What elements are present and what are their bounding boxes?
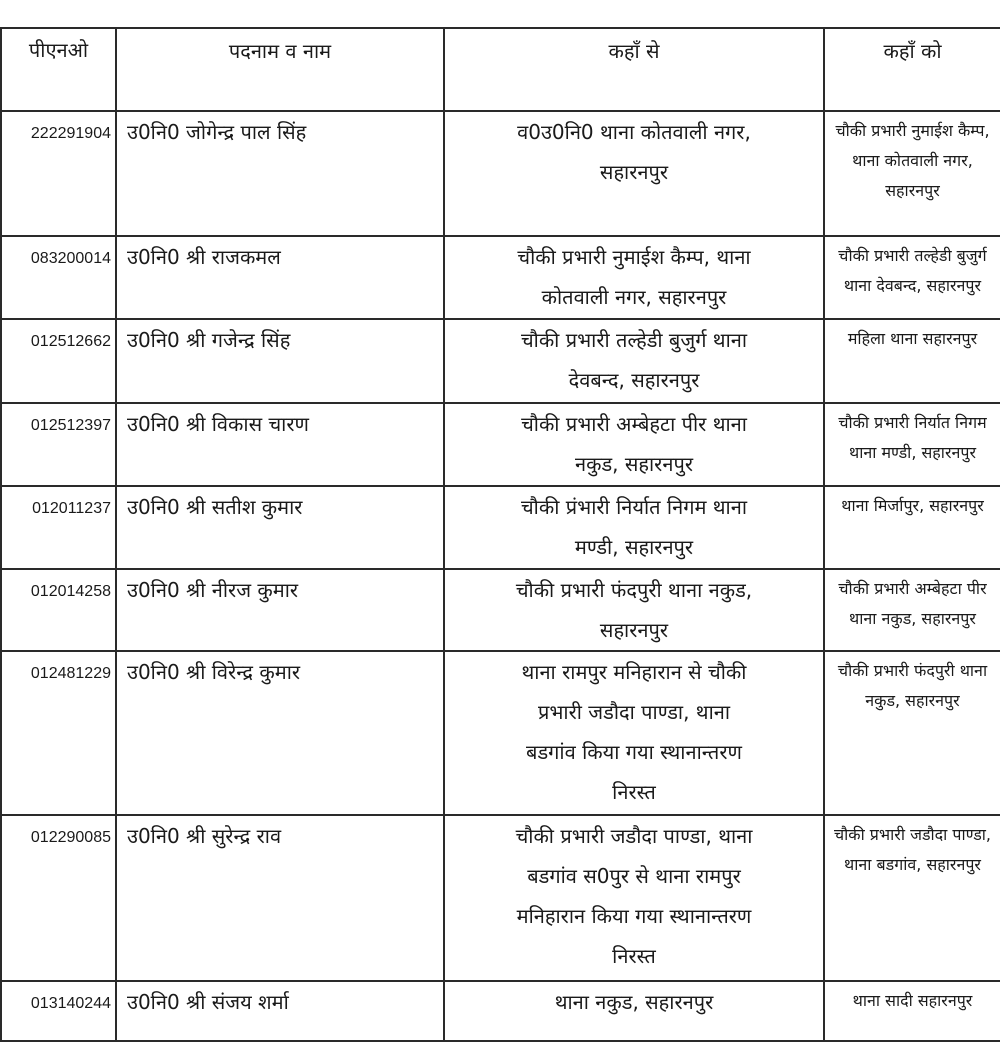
from-cell <box>444 236 824 319</box>
to-line: थाना मिर्जापुर, सहारनपुर <box>841 496 984 515</box>
from-cell <box>444 815 824 981</box>
table-row <box>1 111 1000 236</box>
from-line: थाना नकुड, सहारनपुर <box>554 990 714 1014</box>
to-line: थाना नकुड, सहारनपुर <box>849 609 976 628</box>
name-cell: उ0नि0 श्री विरेन्द्र कुमार <box>116 651 444 815</box>
from-cell <box>444 111 824 236</box>
to-line: चौकी प्रभारी जडौदा पाण्डा, <box>833 825 992 844</box>
from-cell <box>444 981 824 1041</box>
to-line: चौकी प्रभारी अम्बेहटा पीर <box>838 579 987 598</box>
pno-cell: 012512662 <box>1 319 116 403</box>
header-designation-name: पदनाम व नाम <box>116 28 444 111</box>
from-line: चौकी प्रभारी नुमाईश कैम्प, थाना <box>517 245 751 269</box>
from-line: प्रभारी जडौदा पाण्डा, थाना <box>537 700 731 724</box>
to-line: चौकी प्रभारी नुमाईश कैम्प, <box>835 121 990 140</box>
from-line: थाना रामपुर मनिहारान से चौकी <box>521 660 747 684</box>
from-line: कोतवाली नगर, सहारनपुर <box>541 285 727 309</box>
to-line: चौकी प्रभारी फंदपुरी थाना <box>837 661 988 680</box>
to-cell <box>824 981 1000 1041</box>
to-cell <box>824 236 1000 319</box>
name-cell: उ0नि0 श्री सुरेन्द्र राव <box>116 815 444 981</box>
header-pno: पीएनओ <box>1 28 116 111</box>
header-from: कहाँ से <box>444 28 824 111</box>
header-row <box>1 28 1000 111</box>
from-line: चौकी प्रंभारी निर्यात निगम थाना <box>520 495 748 519</box>
from-line: चौकी प्रभारी फंदपुरी थाना नकुड, <box>515 578 753 602</box>
to-line: थाना कोतवाली नगर, <box>852 151 973 170</box>
from-line: चौकी प्रभारी तल्हेडी बुजुर्ग थाना <box>520 328 748 352</box>
pno-cell: 222291904 <box>1 111 116 236</box>
from-line: व0उ0नि0 थाना कोतवाली नगर, <box>517 120 751 144</box>
name-cell: उ0नि0 श्री संजय शर्मा <box>116 981 444 1041</box>
to-line: थाना देवबन्द, सहारनपुर <box>843 276 982 295</box>
table-row <box>1 815 1000 981</box>
pno-cell: 013140244 <box>1 981 116 1041</box>
pno-cell: 012290085 <box>1 815 116 981</box>
from-line: नकुड, सहारनपुर <box>574 452 693 476</box>
table-body <box>1 111 1000 1041</box>
to-line: थाना बडगांव, सहारनपुर <box>844 855 981 874</box>
from-line: मण्डी, सहारनपुर <box>574 535 694 559</box>
table-row <box>1 319 1000 403</box>
from-line: चौकी प्रभारी अम्बेहटा पीर थाना <box>521 412 747 436</box>
from-line: बडगांव स0पुर से थाना रामपुर <box>527 864 741 888</box>
name-cell: उ0नि0 श्री गजेन्द्र सिंह <box>116 319 444 403</box>
from-cell <box>444 486 824 569</box>
from-line: बडगांव किया गया स्थानान्तरण <box>526 740 742 764</box>
to-cell <box>824 651 1000 815</box>
from-cell <box>444 403 824 486</box>
to-line: थाना मण्डी, सहारनपुर <box>848 443 977 462</box>
table-row <box>1 403 1000 486</box>
pno-cell: 012512397 <box>1 403 116 486</box>
to-line: चौकी प्रभारी तल्हेडी बुजुर्ग <box>838 246 987 265</box>
pno-cell: 012011237 <box>1 486 116 569</box>
header-to: कहाँ को <box>824 28 1000 111</box>
to-line: चौकी प्रभारी निर्यात निगम <box>838 413 987 432</box>
from-cell <box>444 651 824 815</box>
name-cell: उ0नि0 श्री विकास चारण <box>116 403 444 486</box>
from-line: देवबन्द, सहारनपुर <box>568 368 700 392</box>
to-line: महिला थाना सहारनपुर <box>847 329 978 348</box>
name-cell: उ0नि0 श्री सतीश कुमार <box>116 486 444 569</box>
name-cell: उ0नि0 जोगेन्द्र पाल सिंह <box>116 111 444 236</box>
from-line: निरस्त <box>612 944 656 968</box>
table-row <box>1 486 1000 569</box>
pno-cell: 083200014 <box>1 236 116 319</box>
from-cell <box>444 569 824 651</box>
to-cell <box>824 569 1000 651</box>
from-line: चौकी प्रभारी जडौदा पाण्डा, थाना <box>515 824 753 848</box>
to-line: थाना सादी सहारनपुर <box>852 991 973 1010</box>
table-row <box>1 651 1000 815</box>
to-cell <box>824 111 1000 236</box>
from-line: निरस्त <box>612 780 656 804</box>
name-cell: उ0नि0 श्री नीरज कुमार <box>116 569 444 651</box>
table-row <box>1 981 1000 1041</box>
name-cell: उ0नि0 श्री राजकमल <box>116 236 444 319</box>
to-cell <box>824 815 1000 981</box>
from-line: सहारनपुर <box>599 160 669 184</box>
table-row <box>1 236 1000 319</box>
table-row <box>1 569 1000 651</box>
to-cell <box>824 403 1000 486</box>
to-cell <box>824 486 1000 569</box>
from-cell <box>444 319 824 403</box>
to-cell <box>824 319 1000 403</box>
pno-cell: 012481229 <box>1 651 116 815</box>
pno-cell: 012014258 <box>1 569 116 651</box>
to-line: सहारनपुर <box>885 181 940 200</box>
from-line: मनिहारान किया गया स्थानान्तरण <box>516 904 752 928</box>
transfer-list-table <box>0 27 1000 1042</box>
to-line: नकुड, सहारनपुर <box>865 691 960 710</box>
from-line: सहारनपुर <box>599 618 669 642</box>
